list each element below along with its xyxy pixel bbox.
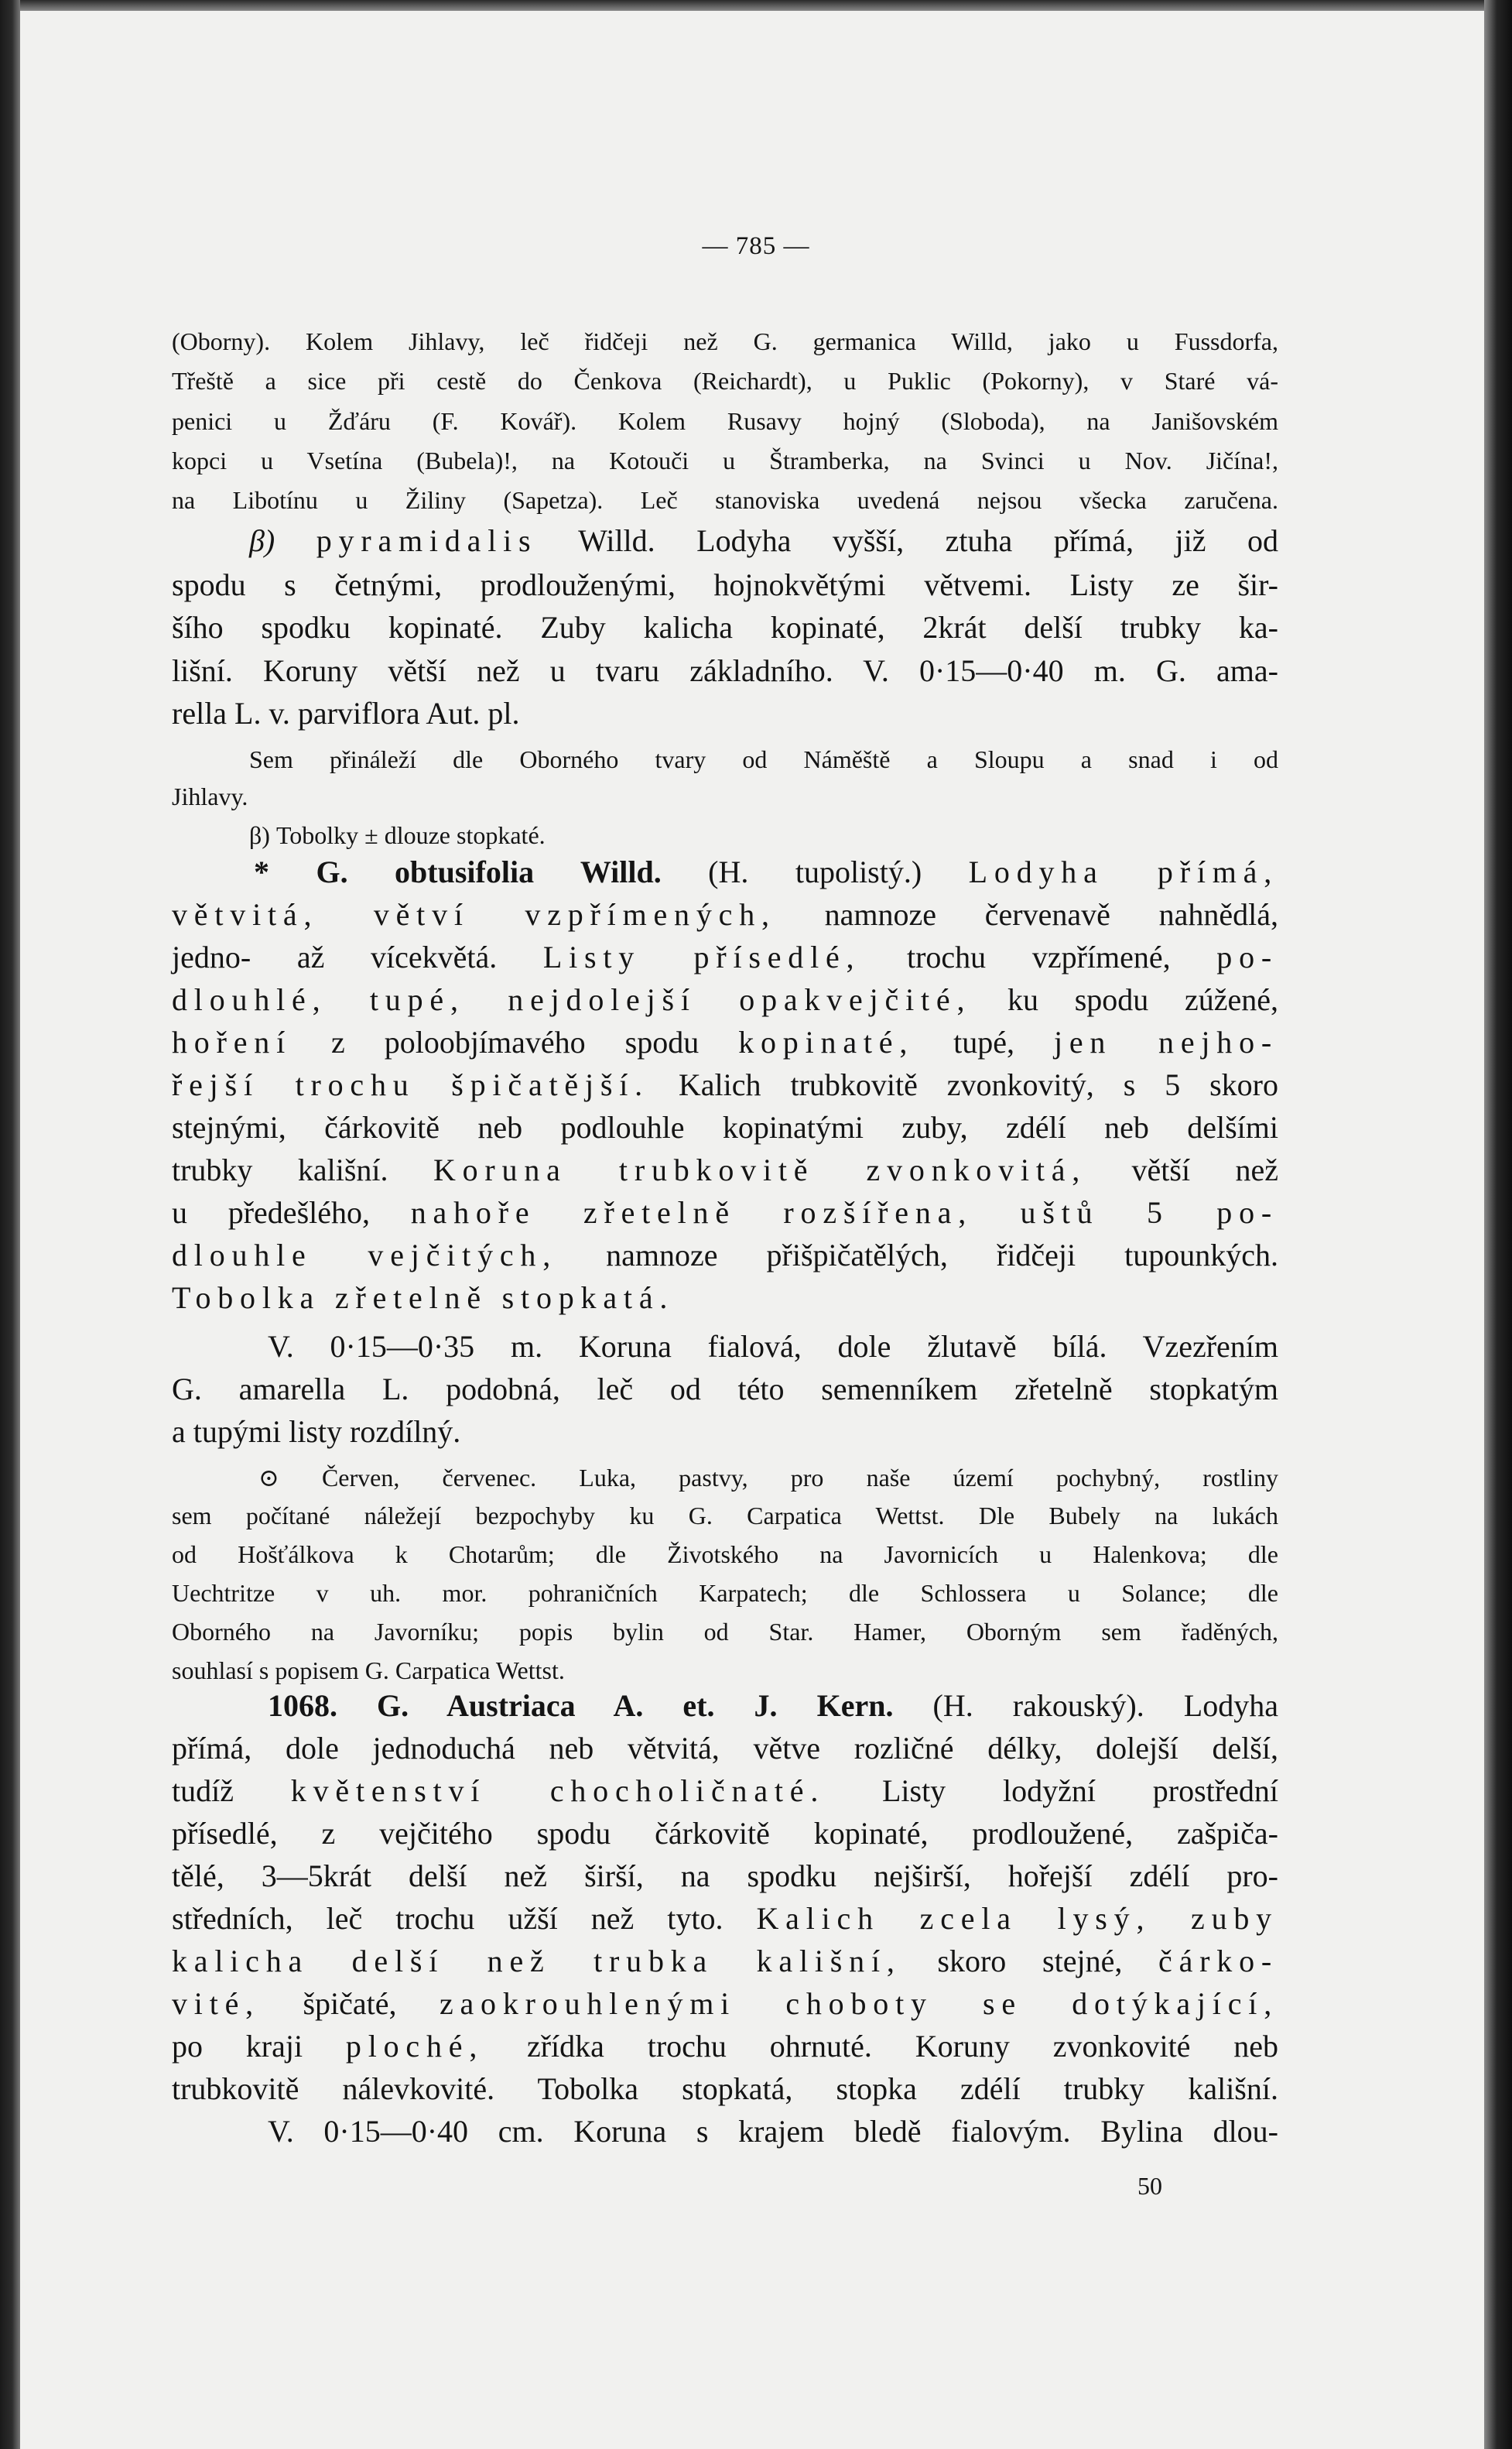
text-line: přímá, dole jednoduchá neb větvitá, větve rozličné délky, dolejší delší,: [172, 1731, 1278, 1766]
variety-pyramidalis-line: [249, 522, 1278, 559]
text-line: ⊙ Červen, červenec. Luka, pastvy, pro naše území pochybný, rostliny: [258, 1464, 1278, 1492]
scan-edge-right: [1484, 0, 1512, 2449]
text-line: na Libotínu u Žiliny (Sapetza). Leč stanoviska uvedená nejsou všecka zaručena.: [172, 486, 1278, 514]
text-line: (Oborny). Kolem Jihlavy, leč řidčeji než G. germanica Willd, jako u Fussdorfa,: [172, 327, 1278, 355]
text-segment: jedno- až vícekvětá.: [172, 940, 543, 974]
text-line: [172, 1943, 1278, 1979]
text-segment: tudíž: [172, 1773, 291, 1808]
text-line: Třeště a sice při cestě do Čenkova (Reichardt), u Puklic (Pokorny), v Staré vá-: [172, 367, 1278, 395]
text-line: šího spodku kopinaté. Zuby kalicha kopinaté, 2krát delší trubky ka-: [172, 610, 1278, 645]
text-line: penici u Žďáru (F. Kovář). Kolem Rusavy hojný (Sloboda), na Janišovském: [172, 407, 1278, 435]
text-line: kopci u Vsetína (Bubela)!, na Kotouči u Štramberka, na Svinci u Nov. Jičína!,: [172, 447, 1278, 474]
text-segment-spaced: dlouhle vejčitých,: [172, 1238, 558, 1272]
text-segment-spaced: Koruna trubkovitě zvonkovitá,: [433, 1153, 1087, 1187]
variety-name: pyramidalis: [316, 523, 538, 558]
text-line: lišní. Koruny větší než u tvaru základního. V. 0·15—0·40 m. G. ama-: [172, 653, 1278, 688]
text-segment: zřídka trochu ohrnuté. Koruny zvonkovité neb: [484, 2029, 1278, 2064]
text-line: [172, 2028, 1278, 2064]
text-segment: namnoze červenavě nahnědlá,: [775, 897, 1278, 932]
text-line: [172, 1773, 1278, 1809]
text-segment: špičaté,: [259, 1986, 440, 2021]
text-line: [172, 896, 1278, 933]
text-line: spodu s četnými, prodlouženými, hojnokvětými větvemi. Listy ze šir-: [172, 567, 1278, 602]
text-segment-spaced: ploché,: [345, 2029, 484, 2064]
text-segment-spaced: větvitá, větví vzpřímených,: [172, 897, 776, 932]
text-segment: Listy lodyžní prostřední: [825, 1773, 1278, 1808]
species-heading-obtusifolia: [254, 854, 1278, 890]
text-segment: tupé,: [914, 1025, 1054, 1060]
text-segment-spaced: Lodyha přímá,: [968, 855, 1279, 889]
text-line: souhlasí s popisem G. Carpatica Wettst.: [172, 1656, 565, 1684]
text-line: a tupými listy rozdílný.: [172, 1414, 461, 1449]
text-segment: trochu vzpřímené,: [860, 940, 1217, 974]
text-line: Uechtritze v uh. mor. pohraničních Karpatech; dle Schlossera u Solance; dle: [172, 1579, 1278, 1607]
text-segment: skoro stejné,: [901, 1944, 1159, 1978]
page-number: — 785 —: [702, 232, 810, 260]
text-segment-spaced: čárko-: [1158, 1944, 1278, 1978]
text-line: [172, 939, 1278, 975]
text-line: [172, 1985, 1278, 2022]
text-line: tělé, 3—5krát delší než širší, na spodku nejširší, hořejší zdélí pro-: [172, 1858, 1278, 1893]
text-segment-spaced: kalicha delší než trubka kališní,: [172, 1944, 901, 1978]
text-segment: středních, leč trochu užší než tyto.: [172, 1901, 757, 1936]
text-segment-spaced: hoření: [172, 1025, 292, 1060]
text-segment-spaced: řejší trochu špičatější.: [172, 1067, 649, 1102]
text-line: V. 0·15—0·40 cm. Koruna s krajem bledě fialovým. Bylina dlou-: [268, 2114, 1278, 2149]
text-line: β) Tobolky ± dlouze stopkaté.: [249, 821, 546, 849]
species-name: 1068. G. Austriaca A. et. J. Kern.: [268, 1688, 894, 1723]
text-line: trubkovitě nálevkovité. Tobolka stopkatá, stopka zdélí trubky kališní.: [172, 2071, 1278, 2106]
text-segment-spaced: vité,: [172, 1986, 260, 2021]
text-segment-spaced: Kalich zcela lysý, zuby: [756, 1901, 1278, 1936]
text-line: od Hošťálkova k Chotarům; dle Životského na Javornicích u Halenkova; dle: [172, 1540, 1278, 1568]
text-line: [172, 1067, 1278, 1103]
species-name: * G. obtusifolia Willd.: [254, 855, 662, 889]
text-line: rella L. v. parviflora Aut. pl.: [172, 696, 520, 731]
text-line: [172, 1194, 1278, 1231]
text-line: [172, 1024, 1278, 1060]
scan-edge-left: [0, 0, 20, 2449]
text-line: Jihlavy.: [172, 783, 248, 810]
text-line: G. amarella L. podobná, leč od této semenníkem zřetelně stopkatým: [172, 1372, 1278, 1406]
text-line: [172, 981, 1278, 1018]
scan-edge-top: [0, 0, 1512, 11]
species-heading-austriaca: [268, 1687, 1278, 1724]
text-line: [172, 1900, 1278, 1937]
text-segment-spaced: dlouhlé, tupé, nejdolejší opakvejčité,: [172, 982, 972, 1017]
text-segment: trubky kališní.: [172, 1153, 433, 1187]
text-line: Tobolka zřetelně stopkatá.: [172, 1280, 675, 1315]
text-line: [172, 1237, 1278, 1273]
text-segment: (H. tupolistý.): [661, 855, 969, 889]
text-segment-spaced: nahoře zřetelně rozšířena, uštů 5 po-: [410, 1195, 1279, 1230]
text-segment: Willd. Lodyha vyšší, ztuha přímá, již od: [537, 523, 1278, 558]
text-segment: po kraji: [172, 2029, 346, 2064]
text-segment-spaced: po-: [1216, 940, 1279, 974]
printer-signature-mark: 50: [1137, 2172, 1162, 2200]
text-line: [172, 1152, 1278, 1188]
text-segment: namnoze přišpičatělých, řidčeji tupounkých.: [557, 1238, 1279, 1272]
text-line: přísedlé, z vejčitého spodu čárkovitě kopinaté, prodloužené, zašpiča-: [172, 1816, 1278, 1851]
beta-marker: β): [249, 523, 275, 558]
text-line: V. 0·15—0·35 m. Koruna fialová, dole žlutavě bílá. Vzezřením: [268, 1329, 1278, 1364]
text-segment: Kalich trubkovitě zvonkovitý, s 5 skoro: [648, 1067, 1279, 1102]
text-segment: (H. rakouský). Lodyha: [893, 1688, 1278, 1723]
text-segment: u předešlého,: [172, 1195, 411, 1230]
text-segment-spaced: kopinaté,: [738, 1025, 915, 1060]
text-segment-spaced: zaokrouhlenými choboty se dotýkající,: [439, 1986, 1278, 2021]
text-segment: větší než: [1086, 1153, 1278, 1187]
text-line: Oborného na Javorníku; popis bylin od Star. Hamer, Oborným sem řaděných,: [172, 1618, 1278, 1646]
text-segment: z poloobjímavého spodu: [292, 1025, 739, 1060]
text-line: Sem přináleží dle Oborného tvary od Náměště a Sloupu a snad i od: [249, 745, 1278, 773]
text-segment-spaced: jen nejho-: [1053, 1025, 1279, 1060]
text-segment-spaced: květenství chocholičnaté.: [290, 1773, 826, 1808]
text-line: sem počítané náležejí bezpochyby ku G. Carpatica Wettst. Dle Bubely na lukách: [172, 1502, 1278, 1529]
text-segment-spaced: Listy přísedlé,: [542, 940, 861, 974]
text-segment: ku spodu zúžené,: [971, 982, 1278, 1017]
text-line: stejnými, čárkovitě neb podlouhle kopinatými zuby, zdélí neb delšími: [172, 1110, 1278, 1145]
